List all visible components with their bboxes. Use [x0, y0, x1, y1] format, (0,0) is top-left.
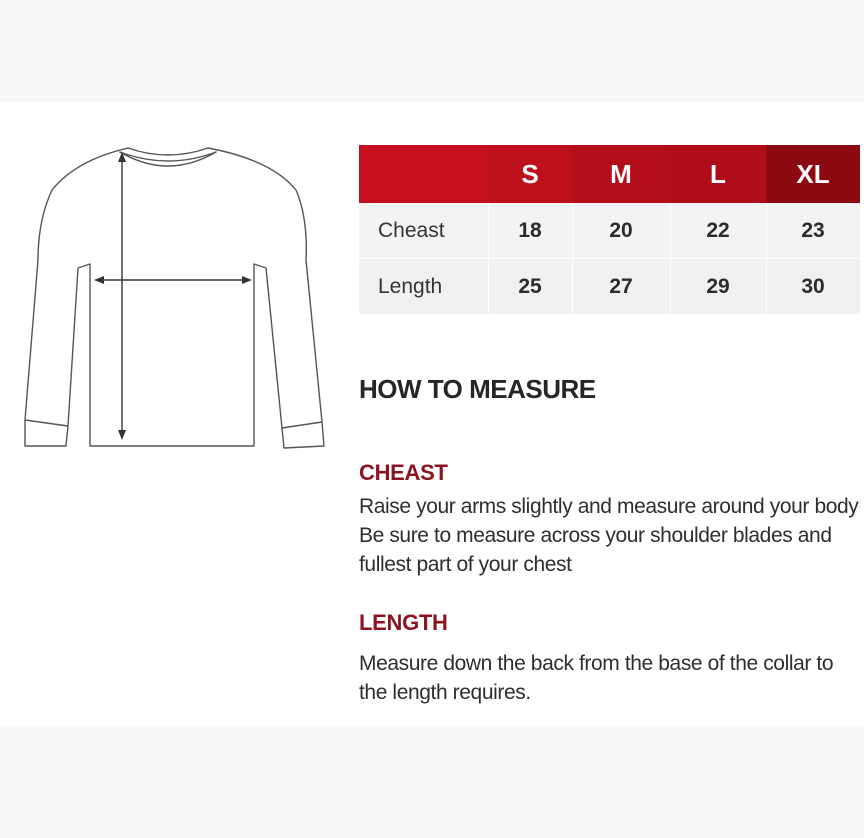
top-band	[0, 0, 864, 102]
sweater-diagram-icon	[16, 140, 332, 460]
bottom-band	[0, 726, 864, 838]
section-heading-cheast: CHEAST	[359, 460, 448, 485]
table-row	[359, 259, 860, 315]
cell-value: 29	[670, 259, 766, 315]
row-label-length: Length	[359, 259, 488, 315]
how-to-measure-title: HOW TO MEASURE	[359, 374, 596, 404]
size-chart-table	[359, 145, 861, 314]
cell-value: 27	[572, 259, 670, 315]
section-text-cheast: Raise your arms slightly and measure around your body Be sure to measure across your shoulder blades and fullest part of your chest	[359, 495, 859, 576]
section-text-length: Measure down the back from the base of the collar to the length requires.	[359, 652, 834, 704]
cell-value: 23	[766, 203, 860, 259]
table-row	[359, 203, 860, 259]
header-cell-m: M	[572, 145, 670, 203]
cell-value: 25	[488, 259, 572, 315]
header-cell-xl: XL	[766, 145, 860, 203]
header-cell-s: S	[488, 145, 572, 203]
size-header-row	[359, 145, 860, 203]
section-heading-length: LENGTH	[359, 610, 448, 635]
cell-value: 30	[766, 259, 860, 315]
cell-value: 20	[572, 203, 670, 259]
header-cell-l: L	[670, 145, 766, 203]
header-cell-blank	[359, 145, 488, 203]
row-label-cheast: Cheast	[359, 203, 488, 259]
cell-value: 18	[488, 203, 572, 259]
cell-value: 22	[670, 203, 766, 259]
